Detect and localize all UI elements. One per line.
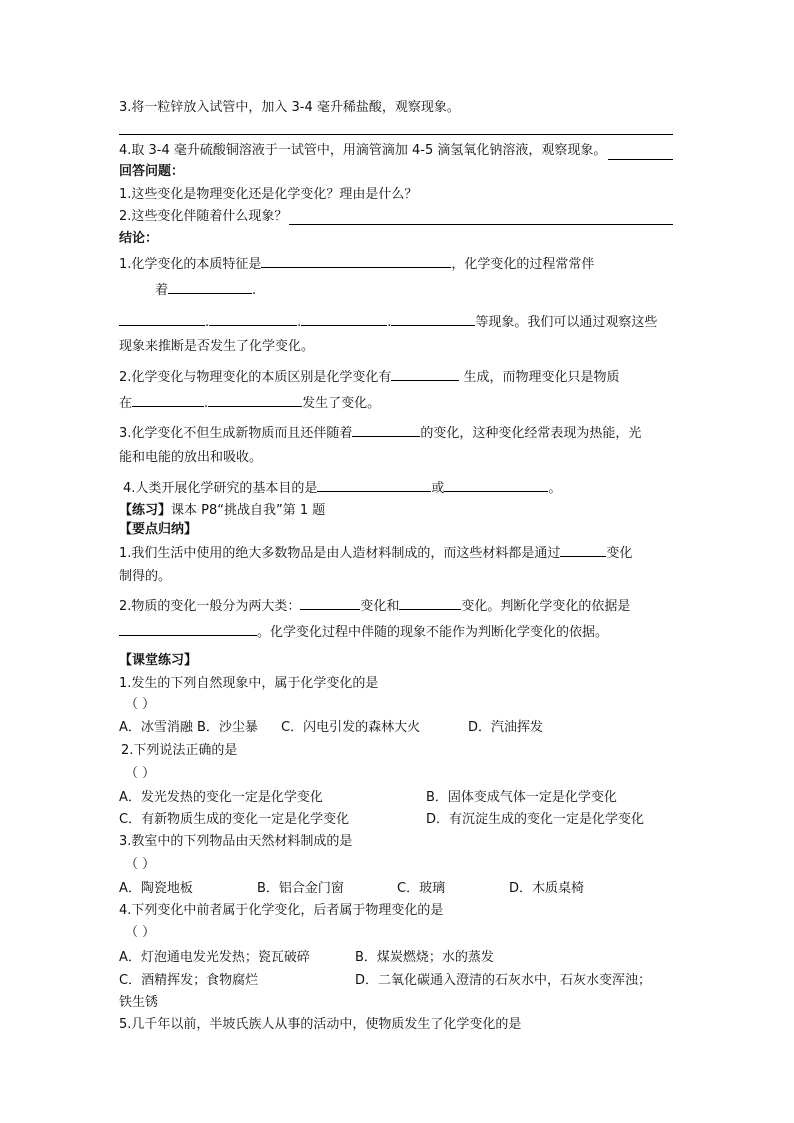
step-4 (119, 143, 673, 159)
blank (168, 281, 252, 294)
conclusion-1-cont: 着 . (155, 282, 257, 298)
conclusion-3: 3.化学变化不但生成新物质而且还伴随着 的变化，这种变化经常表现为热能，光 (119, 426, 642, 441)
answer-parens: （ ） (125, 856, 156, 872)
mcq-1: 1.发生的下列自然现象中，属于化学变化的是 (119, 675, 379, 691)
mcq-4-options-cd: C．酒精挥发；食物腐烂 D．二氧化碳通入澄清的石灰水中，石灰水变浑浊； (119, 972, 652, 988)
answer-line (119, 134, 673, 135)
conclusion-1-end: 现象来推断是否发生了化学变化。 (119, 339, 315, 355)
key-point-2: 2.物质的变化一般分为两大类： 变化和 变化。判断化学变化的依据是 (119, 598, 631, 614)
mcq-1-options: A．冰雪消融 B．沙尘暴 C．闪电引发的森林大火 D．汽油挥发 (119, 720, 544, 735)
question-1: 1.这些变化是物理变化还是化学变化？理由是什么？ (119, 186, 418, 202)
mcq-2-options-cd: C．有新物质生成的变化一定是化学变化 D．有沉淀生成的变化一定是化学变化 (119, 812, 645, 827)
class-practice-heading: 【课堂练习】 (119, 653, 198, 669)
mcq-4-option-d-cont: 铁生锈 (119, 995, 159, 1010)
mcq-2-options-ab: A．发光发热的变化一定是化学变化 B．固体变成气体一定是化学变化 (119, 789, 617, 805)
answer-parens: （ ） (125, 925, 156, 941)
conclusion-4: 4.人类开展化学研究的基本目的是 或 。 (123, 480, 562, 496)
step-3: 3.将一粒锌放入试管中，加入 3-4 毫升稀盐酸，观察现象。 (119, 100, 460, 115)
key-point-2-cont: 。化学变化过程中伴随的现象不能作为判断化学变化的依据。 (119, 623, 673, 641)
key-points-heading: 【要点归纳】 (119, 522, 198, 537)
conclusion-1: 1.化学变化的本质特征是 ，化学变化的过程常常伴 (119, 256, 595, 272)
mcq-4-options-ab: A．灯泡通电发光发热；瓷瓦破碎 B．煤炭燃烧；水的蒸发 (119, 949, 494, 965)
key-point-1-cont: 制得的。 (119, 568, 172, 584)
conclusion-3-cont: 能和电能的放出和吸收。 (119, 450, 263, 466)
conclusion-2-cont: 在 . 发生了变化。 (119, 395, 381, 411)
key-point-1: 1.我们生活中使用的绝大多数物品是由人造材料制成的，而这些材料都是通过 变化 (119, 546, 633, 562)
answer-parens: （ ） (125, 765, 156, 781)
conclusion-1-blanks: . . . 等现象。我们可以通过观察这些 (119, 313, 673, 331)
section-heading-questions: 回答问题： (119, 163, 185, 179)
step-4-text: 4.取 3-4 毫升硫酸铜溶液于一试管中，用滴管滴加 4-5 滴氢氧化钠溶液，观察现象。 (119, 143, 607, 159)
answer-blank (608, 147, 673, 160)
question-2 (119, 209, 673, 225)
practice-heading: 【练习】课本 P8“挑战自我”第 1 题 (119, 502, 326, 518)
answer-blank (289, 212, 673, 225)
mcq-2: 2.下列说法正确的是 (121, 743, 238, 759)
mcq-4: 4.下列变化中前者属于化学变化，后者属于物理变化的是 (119, 903, 444, 918)
mcq-5: 5.几千年以前，半坡氏族人从事的活动中，使物质发生了化学变化的是 (119, 1017, 522, 1033)
blank (261, 255, 451, 268)
section-heading-conclusion: 结论： (119, 231, 159, 247)
conclusion-2: 2.化学变化与物理变化的本质区别是化学变化有 生成，而物理变化只是物质 (119, 369, 620, 385)
mcq-3: 3.教室中的下列物品由天然材料制成的是 (119, 834, 353, 850)
question-2-text: 2.这些变化伴随着什么现象？ (119, 209, 288, 224)
mcq-3-options: A．陶瓷地板 B．铝合金门窗 C．玻璃 D．木质桌椅 (119, 880, 585, 896)
answer-parens: （ ） (125, 696, 156, 712)
